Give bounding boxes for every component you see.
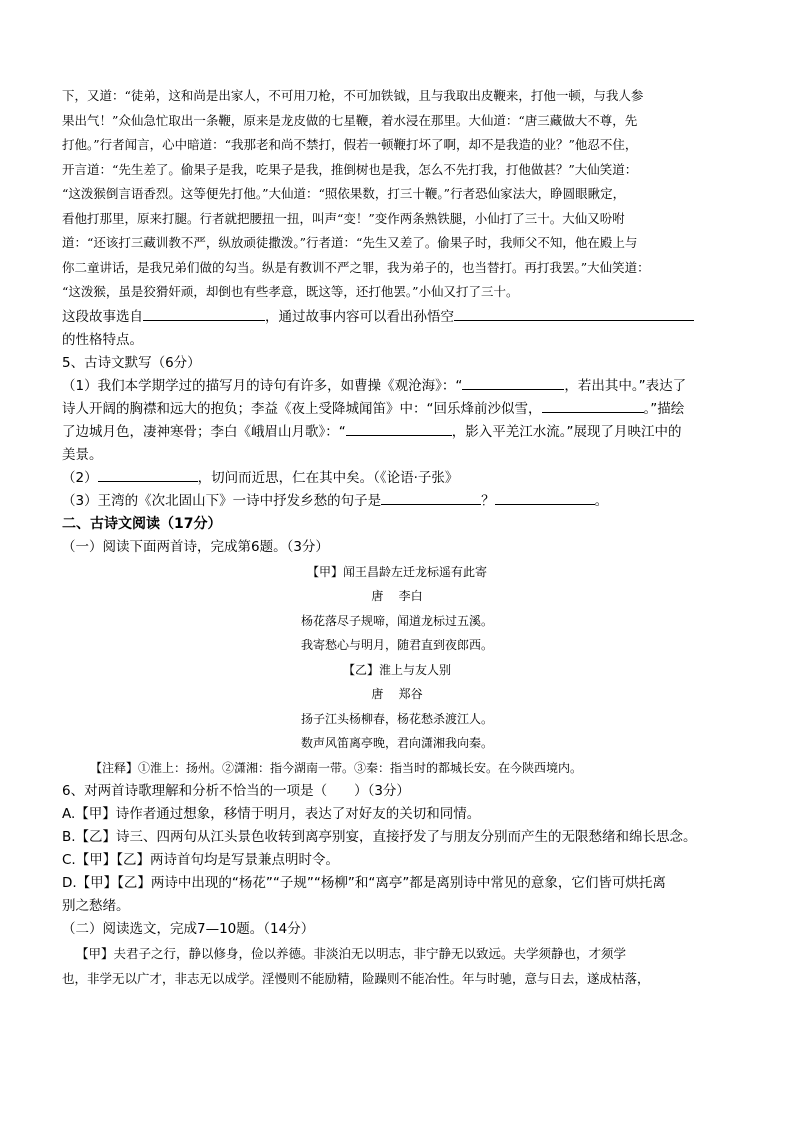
poem-dynasty: 唐	[371, 589, 384, 603]
poem-author	[62, 584, 732, 609]
q5-text: 。	[594, 492, 609, 509]
excerpt-line: 看他打那里，原来打腿。行者就把腰扭一扭，叫声“变！”变作两条熟铁腿，小仙打了三十。大仙又吩咐	[62, 210, 625, 226]
question-5	[62, 352, 732, 513]
classical-text	[62, 941, 732, 991]
poem-jia	[62, 560, 732, 658]
excerpt-line: “这泼猴倒言语香烈。这等便先打他。”大仙道：“照依果数，打三十鞭。”行者恐仙家法大，睁圆眼瞅定，	[62, 186, 626, 201]
answer-blank[interactable]	[542, 398, 644, 413]
poem-line: 我寄愁心与明月，随君直到夜郎西。	[300, 638, 493, 652]
poem-title: 【乙】淮上与友人别	[342, 662, 451, 677]
excerpt-line: 果出气！”众仙急忙取出一条鞭，原来是龙皮做的七星鞭，着水浸在那里。大仙道：“唐三藏做大不尊，先	[62, 112, 638, 128]
poem-author-name: 郑谷	[398, 687, 423, 701]
answer-blank[interactable]	[381, 490, 481, 505]
answer-blank[interactable]	[454, 306, 694, 321]
answer-blank[interactable]	[143, 306, 265, 321]
excerpt-line: 你二童讲话，是我兄弟们做的勾当。纵是有教训不严之罪，我为弟子的，也当替打。再打我罢。”大仙笑道：	[62, 259, 650, 275]
q6-option-d[interactable]: D.【甲】【乙】两诗中出现的“杨花”“子规”“杨柳”和“离亭”都是离别诗中常见的意象，它们皆可烘托离	[62, 874, 666, 891]
q5-text: （2）	[62, 469, 98, 486]
q5-title: 5、古诗文默写（6分）	[62, 354, 201, 371]
poem-line: 数声风笛离亭晚，君向潇湘我向秦。	[300, 736, 493, 750]
q6-stem: 6、对两首诗歌理解和分析不恰当的一项是（ ）（3分）	[62, 782, 410, 799]
poem-author-name: 李白	[398, 589, 423, 603]
poem-title: 【甲】闻王昌龄左迁龙标遥有此寄	[306, 564, 487, 579]
answer-blank[interactable]	[462, 375, 564, 390]
q6-option-b[interactable]: B.【乙】诗三、四两句从江头景色收转到离亭别宴，直接抒发了与朋友分别而产生的无限愁绪和绵长思念。	[62, 828, 697, 845]
excerpt-line: “这泼猴，虽是狡猾奸顽，却倒也有些孝意，既这等，还打他罢。”小仙又打了三十。	[62, 284, 519, 299]
q6-option-c[interactable]: C.【甲】【乙】两诗首句均是写景兼点明时令。	[62, 851, 339, 868]
excerpt-line: 开言道：“先生差了。偷果子是我，吃果子是我，推倒树也是我，怎么不先打我，打他做甚？”大仙笑道：	[62, 161, 638, 177]
q4-text: ，通过故事内容可以看出孙悟空	[265, 308, 454, 325]
poem-note: 【注释】①淮上：扬州。②潇湘：指今湖南一带。③秦：指当时的都城长安。在今陕西境内。	[90, 760, 583, 775]
q6-option-a[interactable]: A.【甲】诗作者通过想象，移情于明月，表达了对好友的关切和同情。	[62, 805, 481, 822]
poem-yi	[62, 658, 732, 756]
answer-blank[interactable]	[495, 490, 595, 505]
q5-text: 诗人开阔的胸襟和远大的抱负；李益《夜上受降城闻笛》中：“回乐烽前沙似雪，	[62, 400, 542, 417]
excerpt-line: 下，又道：“徒弟，这和尚是出家人，不可用刀枪，不可加铁钺，且与我取出皮鞭来，打他一顿，与我人参	[62, 88, 644, 103]
q4-text: 的性格特点。	[62, 331, 143, 348]
q5-text: （3）王湾的《次北固山下》一诗中抒发乡愁的句子是	[62, 492, 382, 509]
q6-option-d-cont: 别之愁绪。	[62, 897, 130, 914]
q4-text: 这段故事选自	[62, 308, 143, 325]
novel-excerpt	[62, 84, 732, 305]
subsection-heading: （二）阅读选文，完成7—10题。（14分）	[62, 920, 315, 937]
classical-line: 【甲】夫君子之行，静以修身，俭以养德。非淡泊无以明志，非宁静无以致远。夫学须静也，才须学	[76, 945, 627, 961]
q5-text: ，影入平羌江水流。”展现了月映江中的	[451, 423, 682, 440]
answer-blank[interactable]	[98, 467, 198, 482]
question-4	[62, 306, 732, 352]
answer-blank[interactable]	[346, 421, 452, 436]
excerpt-line: 打他。”行者闻言，心中暗道：“我那老和尚不禁打，假若一顿鞭打坏了啊，却不是我造的业？”他忍不住，	[62, 137, 638, 152]
excerpt-line: 道：“还该打三藏训教不严，纵放顽徒撒泼。”行者道：“先生又差了。偷果子时，我师父不知，他在殿上与	[62, 235, 638, 250]
poem-line: 杨花落尽子规啼，闻道龙标过五溪。	[300, 613, 493, 628]
question-6	[62, 780, 732, 918]
poem-dynasty: 唐	[371, 687, 384, 701]
q5-text: ，若出其中。”表达了	[564, 377, 687, 394]
q5-text: ？	[481, 492, 495, 509]
section-heading: 二、古诗文阅读（17分）	[62, 515, 222, 532]
q5-text: （1）我们本学期学过的描写月的诗句有许多，如曹操《观沧海》：“	[62, 377, 463, 394]
exam-page	[62, 84, 732, 991]
q5-text: 美景。	[62, 446, 103, 463]
q5-text: 了边城月色，凄神寒骨；李白《峨眉山月歌》：“	[62, 423, 346, 440]
classical-line: 也，非学无以广才，非志无以成学。淫慢则不能励精，险躁则不能冶性。年与时驰，意与日去，遂成枯落，	[62, 970, 650, 986]
subsection-heading: （一）阅读下面两首诗，完成第6题。（3分）	[62, 538, 329, 555]
q5-text: ，切问而近思，仁在其中矣。（《论语·子张》	[197, 469, 459, 486]
poem-line: 扬子江头杨柳春，杨花愁杀渡江人。	[300, 711, 493, 726]
poem-author	[62, 682, 732, 707]
q5-text: 。”描绘	[643, 400, 685, 417]
